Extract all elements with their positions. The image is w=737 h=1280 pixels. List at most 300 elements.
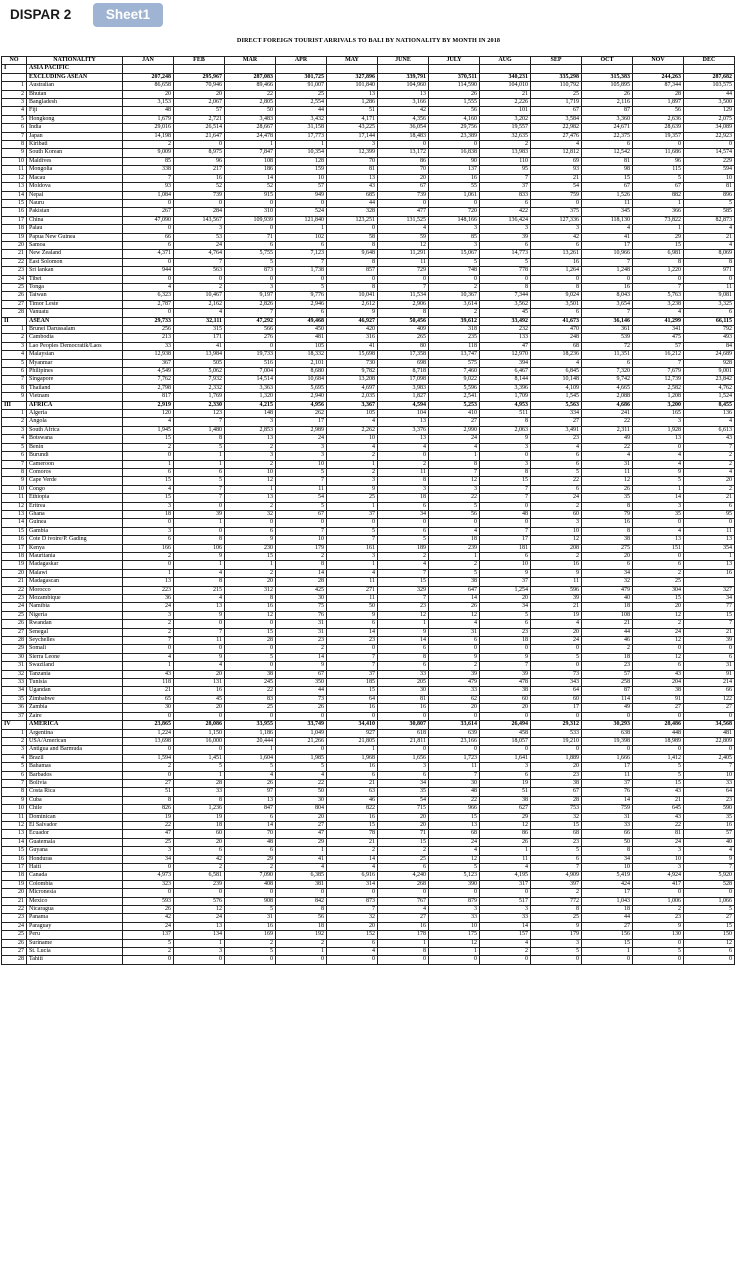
month-value-cell[interactable]: 2 <box>225 443 276 451</box>
month-value-cell[interactable]: 6 <box>225 813 276 821</box>
nationality-cell[interactable]: Singapore <box>27 376 123 384</box>
month-value-cell[interactable]: 7 <box>684 443 735 451</box>
month-value-cell[interactable]: 48 <box>429 788 480 796</box>
row-number-cell[interactable]: 28 <box>2 637 27 645</box>
month-value-cell[interactable]: 30 <box>276 796 327 804</box>
month-value-cell[interactable]: 2 <box>123 628 174 636</box>
column-header-dec[interactable]: DEC <box>684 57 735 65</box>
row-number-cell[interactable]: 8 <box>2 788 27 796</box>
nationality-cell[interactable]: Bahamas <box>27 763 123 771</box>
month-value-cell[interactable]: 19 <box>123 813 174 821</box>
month-value-cell[interactable]: 2,063 <box>480 426 531 434</box>
month-value-cell[interactable]: 0 <box>123 561 174 569</box>
month-value-cell[interactable]: 0 <box>225 620 276 628</box>
month-value-cell[interactable]: 5 <box>174 763 225 771</box>
month-value-cell[interactable]: 4,594 <box>378 401 429 409</box>
month-value-cell[interactable]: 8 <box>582 527 633 535</box>
month-value-cell[interactable]: 49,468 <box>276 317 327 325</box>
month-value-cell[interactable]: 21 <box>531 174 582 182</box>
month-value-cell[interactable]: 367 <box>123 359 174 367</box>
month-value-cell[interactable]: 28 <box>633 90 684 98</box>
month-value-cell[interactable]: 129 <box>684 107 735 115</box>
month-value-cell[interactable]: 410 <box>429 410 480 418</box>
month-value-cell[interactable]: 27 <box>378 914 429 922</box>
month-value-cell[interactable]: 1 <box>276 948 327 956</box>
month-value-cell[interactable]: 97 <box>225 788 276 796</box>
month-value-cell[interactable]: 24 <box>531 637 582 645</box>
month-value-cell[interactable]: 241 <box>582 410 633 418</box>
month-value-cell[interactable]: 3,614 <box>429 300 480 308</box>
month-value-cell[interactable]: 16 <box>429 174 480 182</box>
month-value-cell[interactable]: 20,444 <box>225 737 276 745</box>
month-value-cell[interactable]: 9 <box>480 569 531 577</box>
month-value-cell[interactable]: 67 <box>633 183 684 191</box>
month-value-cell[interactable]: 9,648 <box>327 250 378 258</box>
month-value-cell[interactable]: 2 <box>327 468 378 476</box>
month-value-cell[interactable]: 12 <box>582 477 633 485</box>
month-value-cell[interactable]: 0 <box>378 519 429 527</box>
month-value-cell[interactable]: 50,456 <box>378 317 429 325</box>
month-value-cell[interactable]: 44 <box>276 687 327 695</box>
month-value-cell[interactable]: 1 <box>633 225 684 233</box>
nationality-cell[interactable]: Guatemala <box>27 838 123 846</box>
row-number-cell[interactable]: 1 <box>2 326 27 334</box>
nationality-cell[interactable]: Somali <box>27 645 123 653</box>
month-value-cell[interactable]: 11,351 <box>582 351 633 359</box>
month-value-cell[interactable]: 105 <box>327 410 378 418</box>
month-value-cell[interactable]: 1,945 <box>123 426 174 434</box>
nationality-cell[interactable]: St. Lucia <box>27 948 123 956</box>
month-value-cell[interactable]: 152 <box>327 931 378 939</box>
month-value-cell[interactable]: 5 <box>378 536 429 544</box>
month-value-cell[interactable]: 32,111 <box>174 317 225 325</box>
month-value-cell[interactable]: 26,514 <box>174 124 225 132</box>
month-value-cell[interactable]: 0 <box>123 452 174 460</box>
month-value-cell[interactable]: 101 <box>480 107 531 115</box>
row-number-cell[interactable]: 5 <box>2 115 27 123</box>
month-value-cell[interactable]: 0 <box>429 956 480 964</box>
month-value-cell[interactable]: 6 <box>582 359 633 367</box>
month-value-cell[interactable]: 0 <box>378 452 429 460</box>
month-value-cell[interactable]: 3,396 <box>480 384 531 392</box>
month-value-cell[interactable]: 33 <box>480 914 531 922</box>
month-value-cell[interactable]: 458 <box>480 729 531 737</box>
row-number-cell[interactable]: 2 <box>2 737 27 745</box>
month-value-cell[interactable]: 18 <box>582 906 633 914</box>
row-number-cell[interactable]: 24 <box>2 275 27 283</box>
month-value-cell[interactable]: 949 <box>276 191 327 199</box>
row-number-cell[interactable]: 9 <box>2 477 27 485</box>
month-value-cell[interactable]: 0 <box>480 502 531 510</box>
month-value-cell[interactable]: 0 <box>480 746 531 754</box>
month-value-cell[interactable]: 31 <box>225 914 276 922</box>
month-value-cell[interactable]: 417 <box>633 880 684 888</box>
month-value-cell[interactable]: 20 <box>174 838 225 846</box>
month-value-cell[interactable]: 38 <box>429 578 480 586</box>
month-value-cell[interactable]: 47,292 <box>225 317 276 325</box>
month-value-cell[interactable]: 3 <box>633 847 684 855</box>
month-value-cell[interactable]: 54 <box>276 494 327 502</box>
month-value-cell[interactable]: 13,261 <box>531 250 582 258</box>
month-value-cell[interactable]: 27 <box>429 418 480 426</box>
month-value-cell[interactable]: 1,208 <box>633 393 684 401</box>
month-value-cell[interactable]: 13,172 <box>378 149 429 157</box>
month-value-cell[interactable]: 8 <box>276 906 327 914</box>
nationality-cell[interactable]: Philipines <box>27 368 123 376</box>
month-value-cell[interactable]: 11 <box>174 637 225 645</box>
month-value-cell[interactable] <box>480 65 531 73</box>
month-value-cell[interactable]: 17 <box>582 889 633 897</box>
month-value-cell[interactable]: 3 <box>327 552 378 560</box>
month-value-cell[interactable]: 20 <box>123 90 174 98</box>
month-value-cell[interactable]: 105 <box>276 342 327 350</box>
month-value-cell[interactable]: 327 <box>684 586 735 594</box>
month-value-cell[interactable]: 1,084 <box>123 191 174 199</box>
nationality-cell[interactable]: AFRICA <box>27 401 123 409</box>
month-value-cell[interactable]: 1,049 <box>276 729 327 737</box>
month-value-cell[interactable]: 86 <box>378 157 429 165</box>
month-value-cell[interactable]: 46 <box>582 637 633 645</box>
row-number-cell[interactable]: 6 <box>2 124 27 132</box>
month-value-cell[interactable]: 33 <box>684 779 735 787</box>
nationality-cell[interactable]: Antigua and Barmuda <box>27 746 123 754</box>
month-value-cell[interactable]: 15 <box>123 494 174 502</box>
month-value-cell[interactable]: 235 <box>429 334 480 342</box>
month-value-cell[interactable]: 85 <box>123 157 174 165</box>
month-value-cell[interactable]: 17 <box>582 763 633 771</box>
row-number-cell[interactable]: 26 <box>2 939 27 947</box>
month-value-cell[interactable]: 8 <box>174 435 225 443</box>
month-value-cell[interactable]: 6,323 <box>123 292 174 300</box>
nationality-cell[interactable]: New Zealand <box>27 250 123 258</box>
month-value-cell[interactable]: 46 <box>327 796 378 804</box>
month-value-cell[interactable]: 76 <box>582 788 633 796</box>
month-value-cell[interactable]: 15 <box>684 611 735 619</box>
month-value-cell[interactable]: 37 <box>480 183 531 191</box>
month-value-cell[interactable]: 2 <box>225 569 276 577</box>
month-value-cell[interactable]: 89,466 <box>225 82 276 90</box>
month-value-cell[interactable]: 34,568 <box>684 721 735 729</box>
month-value-cell[interactable]: 0 <box>174 199 225 207</box>
month-value-cell[interactable]: 748 <box>429 267 480 275</box>
month-value-cell[interactable]: 0 <box>225 342 276 350</box>
month-value-cell[interactable]: 2 <box>174 283 225 291</box>
nationality-cell[interactable]: Bangladesh <box>27 99 123 107</box>
month-value-cell[interactable]: 12 <box>480 821 531 829</box>
month-value-cell[interactable]: 2,989 <box>276 426 327 434</box>
month-value-cell[interactable]: 1 <box>276 225 327 233</box>
nationality-cell[interactable]: Swaziland <box>27 662 123 670</box>
month-value-cell[interactable]: 34 <box>582 855 633 863</box>
month-value-cell[interactable]: 361 <box>582 326 633 334</box>
row-number-cell[interactable]: I <box>2 65 27 73</box>
month-value-cell[interactable]: 1 <box>174 519 225 527</box>
month-value-cell[interactable]: 1,709 <box>480 393 531 401</box>
month-value-cell[interactable]: 67 <box>276 510 327 518</box>
row-number-cell[interactable]: 28 <box>2 956 27 964</box>
month-value-cell[interactable]: 26 <box>582 485 633 493</box>
month-value-cell[interactable]: 470 <box>531 326 582 334</box>
month-value-cell[interactable]: 56 <box>429 107 480 115</box>
month-value-cell[interactable]: 258 <box>582 679 633 687</box>
month-value-cell[interactable]: 528 <box>684 880 735 888</box>
month-value-cell[interactable]: 11 <box>684 283 735 291</box>
month-value-cell[interactable]: 3 <box>123 502 174 510</box>
month-value-cell[interactable]: 343 <box>531 679 582 687</box>
month-value-cell[interactable]: 2,805 <box>225 99 276 107</box>
month-value-cell[interactable]: 1,043 <box>582 897 633 905</box>
nationality-cell[interactable]: Palau <box>27 225 123 233</box>
row-number-cell[interactable]: 27 <box>2 628 27 636</box>
month-value-cell[interactable]: 594 <box>684 166 735 174</box>
month-value-cell[interactable]: 7 <box>378 569 429 577</box>
month-value-cell[interactable]: 944 <box>123 267 174 275</box>
month-value-cell[interactable]: 2,541 <box>429 393 480 401</box>
month-value-cell[interactable]: 10 <box>684 771 735 779</box>
month-value-cell[interactable]: 5 <box>429 502 480 510</box>
month-value-cell[interactable]: 1,827 <box>378 393 429 401</box>
month-value-cell[interactable]: 334 <box>531 410 582 418</box>
month-value-cell[interactable]: 7 <box>123 174 174 182</box>
month-value-cell[interactable]: 29 <box>633 233 684 241</box>
nationality-cell[interactable]: Hongkong <box>27 115 123 123</box>
month-value-cell[interactable]: 18 <box>276 922 327 930</box>
month-value-cell[interactable]: 928 <box>684 359 735 367</box>
month-value-cell[interactable]: 9 <box>174 552 225 560</box>
month-value-cell[interactable]: 0 <box>633 519 684 527</box>
month-value-cell[interactable]: 39 <box>480 670 531 678</box>
month-value-cell[interactable]: 1,186 <box>225 729 276 737</box>
month-value-cell[interactable]: 0 <box>378 746 429 754</box>
month-value-cell[interactable]: 17,773 <box>276 132 327 140</box>
month-value-cell[interactable]: 2,906 <box>378 300 429 308</box>
month-value-cell[interactable]: 14 <box>429 595 480 603</box>
month-value-cell[interactable]: 18,483 <box>378 132 429 140</box>
month-value-cell[interactable]: 5 <box>684 199 735 207</box>
month-value-cell[interactable]: 83 <box>225 695 276 703</box>
month-value-cell[interactable]: 33 <box>123 342 174 350</box>
month-value-cell[interactable]: 7 <box>378 283 429 291</box>
month-value-cell[interactable]: 13,698 <box>123 737 174 745</box>
nationality-cell[interactable]: Nigeria <box>27 611 123 619</box>
month-value-cell[interactable]: 3 <box>480 443 531 451</box>
month-value-cell[interactable]: 2 <box>684 485 735 493</box>
month-value-cell[interactable]: 23 <box>276 637 327 645</box>
month-value-cell[interactable]: 1 <box>276 847 327 855</box>
month-value-cell[interactable]: 12,970 <box>480 351 531 359</box>
month-value-cell[interactable]: 3,360 <box>582 115 633 123</box>
month-value-cell[interactable]: 15 <box>378 838 429 846</box>
month-value-cell[interactable]: 822 <box>327 805 378 813</box>
month-value-cell[interactable]: 0 <box>123 275 174 283</box>
month-value-cell[interactable]: 3 <box>174 948 225 956</box>
month-value-cell[interactable]: 1 <box>429 552 480 560</box>
month-value-cell[interactable]: 3 <box>225 418 276 426</box>
month-value-cell[interactable]: 9 <box>480 653 531 661</box>
month-value-cell[interactable]: 310 <box>225 208 276 216</box>
month-value-cell[interactable]: 0 <box>684 712 735 720</box>
row-number-cell[interactable]: 5 <box>2 763 27 771</box>
nationality-cell[interactable]: ASEAN <box>27 317 123 325</box>
month-value-cell[interactable]: 5 <box>531 653 582 661</box>
month-value-cell[interactable]: 131 <box>174 679 225 687</box>
month-value-cell[interactable]: 340,231 <box>480 73 531 81</box>
month-value-cell[interactable]: 0 <box>429 645 480 653</box>
month-value-cell[interactable]: 0 <box>633 746 684 754</box>
month-value-cell[interactable]: 4 <box>174 662 225 670</box>
month-value-cell[interactable]: 10,148 <box>531 376 582 384</box>
month-value-cell[interactable]: 62 <box>429 695 480 703</box>
month-value-cell[interactable]: 87,344 <box>633 82 684 90</box>
row-number-cell[interactable]: 22 <box>2 906 27 914</box>
month-value-cell[interactable]: 2 <box>225 939 276 947</box>
month-value-cell[interactable]: 6 <box>480 771 531 779</box>
month-value-cell[interactable]: 0 <box>225 199 276 207</box>
month-value-cell[interactable]: 316 <box>327 334 378 342</box>
month-value-cell[interactable]: 4 <box>174 569 225 577</box>
month-value-cell[interactable]: 1 <box>123 460 174 468</box>
month-value-cell[interactable]: 287,682 <box>684 73 735 81</box>
month-value-cell[interactable]: 56 <box>429 510 480 518</box>
month-value-cell[interactable]: 77 <box>684 603 735 611</box>
month-value-cell[interactable]: 4 <box>174 309 225 317</box>
month-value-cell[interactable]: 47 <box>123 830 174 838</box>
row-number-cell[interactable]: 17 <box>2 864 27 872</box>
month-value-cell[interactable]: 29 <box>480 813 531 821</box>
row-number-cell[interactable]: 12 <box>2 821 27 829</box>
nationality-cell[interactable]: Kiribati <box>27 141 123 149</box>
month-value-cell[interactable]: 2,798 <box>123 384 174 392</box>
row-number-cell[interactable]: 1 <box>2 410 27 418</box>
month-value-cell[interactable]: 39 <box>531 595 582 603</box>
month-value-cell[interactable]: 4,195 <box>480 872 531 880</box>
month-value-cell[interactable]: 3,501 <box>531 300 582 308</box>
month-value-cell[interactable]: 21 <box>684 233 735 241</box>
row-number-cell[interactable]: 17 <box>2 216 27 224</box>
month-value-cell[interactable]: 28,486 <box>633 721 684 729</box>
month-value-cell[interactable]: 0 <box>684 956 735 964</box>
month-value-cell[interactable]: 68 <box>531 342 582 350</box>
nationality-cell[interactable]: Bolivia <box>27 779 123 787</box>
month-value-cell[interactable]: 2,990 <box>429 426 480 434</box>
month-value-cell[interactable]: 295,967 <box>174 73 225 81</box>
month-value-cell[interactable]: 13 <box>684 536 735 544</box>
month-value-cell[interactable]: 341 <box>633 326 684 334</box>
month-value-cell[interactable]: 16 <box>174 174 225 182</box>
month-value-cell[interactable]: 26 <box>582 90 633 98</box>
row-number-cell[interactable]: 6 <box>2 452 27 460</box>
month-value-cell[interactable]: 41,299 <box>633 317 684 325</box>
month-value-cell[interactable]: 41 <box>327 342 378 350</box>
month-value-cell[interactable]: 11 <box>582 771 633 779</box>
month-value-cell[interactable]: 14 <box>276 569 327 577</box>
month-value-cell[interactable]: 72 <box>582 342 633 350</box>
month-value-cell[interactable]: 882 <box>633 191 684 199</box>
month-value-cell[interactable]: 7 <box>174 494 225 502</box>
month-value-cell[interactable]: 15,067 <box>429 250 480 258</box>
row-number-cell[interactable]: 20 <box>2 569 27 577</box>
month-value-cell[interactable]: 1 <box>174 561 225 569</box>
nationality-cell[interactable]: Morocco <box>27 586 123 594</box>
nationality-cell[interactable]: Gambia <box>27 527 123 535</box>
month-value-cell[interactable]: 13 <box>633 536 684 544</box>
month-value-cell[interactable]: 2,262 <box>327 426 378 434</box>
month-value-cell[interactable]: 44 <box>582 628 633 636</box>
month-value-cell[interactable]: 56 <box>633 107 684 115</box>
month-value-cell[interactable]: 685 <box>327 191 378 199</box>
month-value-cell[interactable]: 5 <box>174 443 225 451</box>
month-value-cell[interactable]: 17,144 <box>327 132 378 140</box>
month-value-cell[interactable]: 3,238 <box>633 300 684 308</box>
row-number-cell[interactable]: 5 <box>2 359 27 367</box>
nationality-cell[interactable]: Dominican <box>27 813 123 821</box>
month-value-cell[interactable]: 0 <box>633 956 684 964</box>
month-value-cell[interactable]: 14 <box>225 821 276 829</box>
month-value-cell[interactable]: 20 <box>480 704 531 712</box>
month-value-cell[interactable]: 12 <box>225 611 276 619</box>
month-value-cell[interactable]: 169 <box>225 931 276 939</box>
month-value-cell[interactable]: 10 <box>276 174 327 182</box>
month-value-cell[interactable]: 18,236 <box>531 351 582 359</box>
month-value-cell[interactable]: 16 <box>327 813 378 821</box>
month-value-cell[interactable]: 34 <box>684 595 735 603</box>
month-value-cell[interactable]: 24,671 <box>582 124 633 132</box>
month-value-cell[interactable]: 3 <box>480 225 531 233</box>
nationality-cell[interactable]: Canada <box>27 872 123 880</box>
month-value-cell[interactable]: 4 <box>582 225 633 233</box>
month-value-cell[interactable]: 2 <box>123 141 174 149</box>
month-value-cell[interactable]: 1,723 <box>429 754 480 762</box>
row-number-cell[interactable]: 11 <box>2 494 27 502</box>
month-value-cell[interactable]: 0 <box>378 199 429 207</box>
month-value-cell[interactable]: 14 <box>327 628 378 636</box>
nationality-cell[interactable]: Micronesia <box>27 889 123 897</box>
month-value-cell[interactable]: 4,215 <box>225 401 276 409</box>
month-value-cell[interactable]: 4,240 <box>378 872 429 880</box>
month-value-cell[interactable]: 7 <box>174 485 225 493</box>
month-value-cell[interactable]: 20 <box>378 813 429 821</box>
month-value-cell[interactable]: 22 <box>429 796 480 804</box>
month-value-cell[interactable]: 0 <box>327 519 378 527</box>
month-value-cell[interactable]: 23,842 <box>684 376 735 384</box>
month-value-cell[interactable]: 239 <box>174 880 225 888</box>
month-value-cell[interactable]: 0 <box>480 519 531 527</box>
month-value-cell[interactable]: 0 <box>174 620 225 628</box>
nationality-cell[interactable]: Colombia <box>27 880 123 888</box>
month-value-cell[interactable]: 7 <box>327 662 378 670</box>
month-value-cell[interactable]: 0 <box>429 275 480 283</box>
month-value-cell[interactable]: 3 <box>378 485 429 493</box>
month-value-cell[interactable]: 57 <box>276 183 327 191</box>
month-value-cell[interactable]: 6 <box>684 309 735 317</box>
month-value-cell[interactable]: 245 <box>225 679 276 687</box>
month-value-cell[interactable]: 0 <box>123 771 174 779</box>
month-value-cell[interactable]: 26,494 <box>480 721 531 729</box>
month-value-cell[interactable]: 0 <box>429 889 480 897</box>
month-value-cell[interactable]: 19,557 <box>480 124 531 132</box>
month-value-cell[interactable]: 6 <box>582 141 633 149</box>
month-value-cell[interactable]: 15 <box>684 922 735 930</box>
month-value-cell[interactable]: 13 <box>327 90 378 98</box>
month-value-cell[interactable]: 24 <box>633 838 684 846</box>
month-value-cell[interactable]: 0 <box>633 712 684 720</box>
month-value-cell[interactable]: 43 <box>123 670 174 678</box>
month-value-cell[interactable]: 0 <box>633 889 684 897</box>
month-value-cell[interactable]: 2 <box>531 502 582 510</box>
month-value-cell[interactable]: 0 <box>582 746 633 754</box>
month-value-cell[interactable]: 9 <box>429 653 480 661</box>
month-value-cell[interactable]: 375 <box>531 208 582 216</box>
